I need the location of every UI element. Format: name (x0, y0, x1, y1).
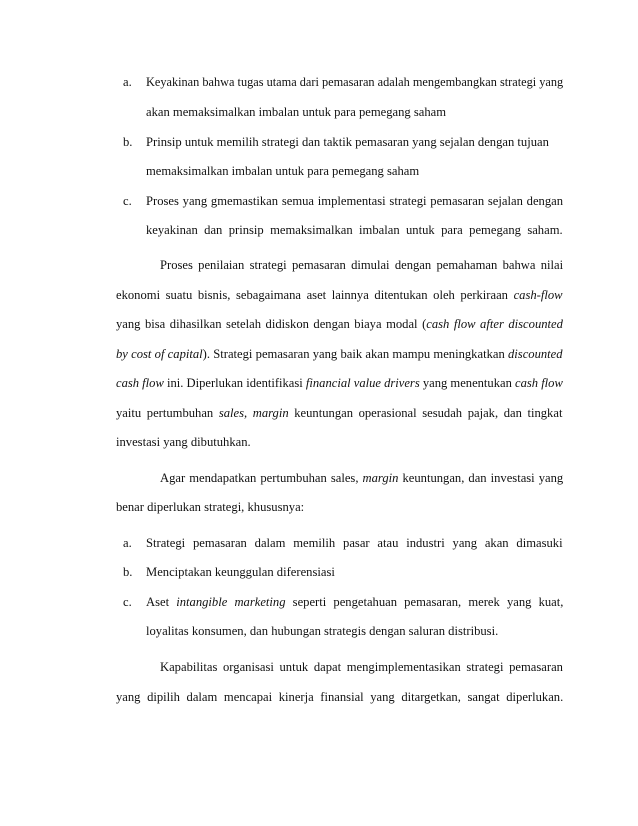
list-item-text: memaksimalkan imbalan untuk para pemegang saham (146, 164, 420, 178)
list-marker: b. (123, 565, 133, 579)
paragraph-line: Proses penilaian strategi pemasaran dimulai dengan pemahaman bahwa nilai (160, 258, 564, 272)
paragraph-line: by cost of capital). Strategi pemasaran yang baik akan mampu meningkatkan discounted (116, 347, 563, 361)
list-item-text: Strategi pemasaran dalam memilih pasar atau industri yang akan dimasuki (146, 536, 563, 550)
list-marker: c. (123, 595, 132, 609)
list-item-text: Proses yang gmemastikan semua implementasi strategi pemasaran sejalan dengan (146, 194, 564, 208)
list-item-text: Menciptakan keunggulan diferensiasi (146, 565, 335, 579)
paragraph-line: cash flow ini. Diperlukan identifikasi financial value drivers yang menentukan cash flow (116, 376, 563, 390)
list-item-text: Prinsip untuk memilih strategi dan taktik pemasaran yang sejalan dengan tujuan (146, 135, 549, 149)
paragraph-line: Kapabilitas organisasi untuk dapat mengimplementasikan strategi pemasaran (160, 660, 563, 674)
list-item-text: keyakinan dan prinsip memaksimalkan imbalan untuk para pemegang saham. (146, 223, 563, 237)
paragraph-line: benar diperlukan strategi, khususnya: (116, 500, 305, 514)
list-item-text: Aset intangible marketing seperti pengetahuan pemasaran, merek yang kuat, (146, 595, 564, 609)
list-item-text: Keyakinan bahwa tugas utama dari pemasaran adalah mengembangkan strategi yang (146, 75, 564, 89)
paragraph-line: investasi yang dibutuhkan. (116, 435, 251, 449)
list-marker: b. (123, 135, 133, 149)
list-item-text: loyalitas konsumen, dan hubungan strategis dengan saluran distribusi. (146, 624, 499, 638)
list-marker: a. (123, 536, 132, 550)
paragraph-line: yang dipilih dalam mencapai kinerja finansial yang ditargetkan, sangat diperlukan. (116, 690, 564, 704)
paragraph-line: yaitu pertumbuhan sales, margin keuntungan operasional sesudah pajak, dan tingkat (116, 406, 563, 420)
paragraph-line: Agar mendapatkan pertumbuhan sales, margin keuntungan, dan investasi yang (160, 471, 564, 485)
paragraph-line: yang bisa dihasilkan setelah didiskon dengan biaya modal (cash flow after discounted (116, 317, 563, 331)
list-marker: a. (123, 75, 132, 89)
list-marker: c. (123, 194, 132, 208)
list-item-text: akan memaksimalkan imbalan untuk para pemegang saham (146, 105, 447, 119)
paragraph-line: ekonomi suatu bisnis, sebagaimana aset lainnya ditentukan oleh perkiraan cash-flow (116, 288, 563, 302)
